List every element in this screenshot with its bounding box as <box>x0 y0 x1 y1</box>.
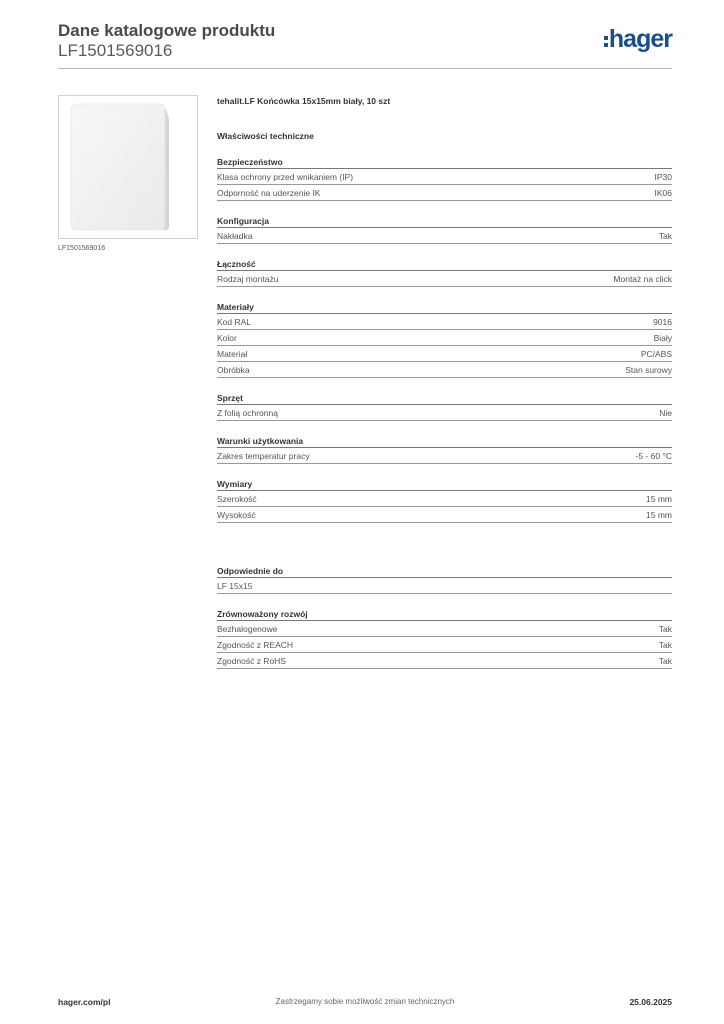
row-label: Szerokość <box>217 494 257 504</box>
table-row <box>217 346 672 362</box>
product-image <box>58 95 198 239</box>
row-label: Z folią ochronną <box>217 408 278 418</box>
group-operating-conditions <box>217 435 672 464</box>
row-label: Klasa ochrony przed wnikaniem (IP) <box>217 172 354 182</box>
group-title: Wymiary <box>217 478 672 491</box>
row-label: Zgodność z RoHS <box>217 656 286 666</box>
group-title: Bezpieczeństwo <box>217 156 672 169</box>
row-label: Kolor <box>217 333 237 343</box>
row-label: Kod RAL <box>217 317 252 327</box>
group-title: Warunki użytkowania <box>217 435 672 448</box>
table-row <box>217 653 672 669</box>
row-value: PC/ABS <box>640 349 672 359</box>
row-value: Montaż na click <box>613 274 672 284</box>
group-title: Materiały <box>217 301 672 314</box>
product-name: tehalit.LF Końcówka 15x15mm biały, 10 szt <box>217 96 391 106</box>
product-code: LF1501569016 <box>58 41 173 60</box>
page-footer <box>58 997 672 1011</box>
table-row <box>217 271 672 287</box>
row-value: IP30 <box>654 172 672 182</box>
group-suitable-for <box>217 565 672 594</box>
footer-date: 25.06.2025 <box>629 997 672 1007</box>
table-row <box>217 507 672 523</box>
row-value: 15 mm <box>646 510 672 520</box>
row-value: Nie <box>659 408 672 418</box>
group-title: Konfiguracja <box>217 215 672 228</box>
row-value: Tak <box>658 656 672 666</box>
row-value: 9016 <box>653 317 672 327</box>
row-value: -5 - 60 °C <box>635 451 672 461</box>
table-row <box>217 330 672 346</box>
table-row <box>217 169 672 185</box>
group-title: Odpowiednie do <box>217 565 672 578</box>
row-value: Stan surowy <box>625 365 672 375</box>
row-value: 15 mm <box>646 494 672 504</box>
row-value: Tak <box>658 640 672 650</box>
table-row <box>217 621 672 637</box>
row-value: Biały <box>653 333 672 343</box>
group-materials <box>217 301 672 378</box>
row-value: Tak <box>658 231 672 241</box>
end-cap-product-icon <box>59 96 197 238</box>
group-safety <box>217 156 672 201</box>
row-label: Odporność na uderzenie IK <box>217 188 321 198</box>
row-label: Nakładka <box>217 231 253 241</box>
document-title: Dane katalogowe produktu <box>58 21 276 40</box>
logo-text: hager <box>608 25 672 53</box>
header-divider <box>58 68 672 69</box>
table-row <box>217 185 672 201</box>
group-dimensions <box>217 478 672 523</box>
group-title: Zrównoważony rozwój <box>217 608 672 621</box>
row-label: Zgodność z REACH <box>217 640 294 650</box>
technical-properties-heading: Właściwości techniczne <box>217 131 314 141</box>
table-row <box>217 228 672 244</box>
group-title: Sprzęt <box>217 392 672 405</box>
group-sustainability <box>217 608 672 669</box>
row-label: LF 15x15 <box>217 581 253 591</box>
table-row <box>217 362 672 378</box>
table-row <box>217 637 672 653</box>
page-header <box>58 20 672 68</box>
product-details <box>217 95 672 669</box>
footer-disclaimer: Zastrzegamy sobie możliwość zmian technicznych <box>275 997 455 1006</box>
footer-website-link[interactable]: hager.com/pl <box>58 997 111 1007</box>
row-label: Bezhalogenowe <box>217 624 278 634</box>
row-value: IK06 <box>654 188 672 198</box>
row-label: Wysokość <box>217 510 256 520</box>
image-caption: LF1501569016 <box>58 245 106 252</box>
group-configuration <box>217 215 672 244</box>
row-value: Tak <box>658 624 672 634</box>
table-row <box>217 314 672 330</box>
table-row <box>217 578 672 594</box>
group-title: Łączność <box>217 258 672 271</box>
table-row <box>217 448 672 464</box>
table-row <box>217 405 672 421</box>
group-hardware <box>217 392 672 421</box>
row-label: Zakres temperatur pracy <box>217 451 310 461</box>
row-label: Rodzaj montażu <box>217 274 279 284</box>
table-row <box>217 491 672 507</box>
logo-dots-icon <box>604 36 608 47</box>
row-label: Obróbka <box>217 365 250 375</box>
section-spacer <box>217 523 672 551</box>
group-connectivity <box>217 258 672 287</box>
hager-logo <box>604 26 672 52</box>
row-label: Materiał <box>217 349 248 359</box>
